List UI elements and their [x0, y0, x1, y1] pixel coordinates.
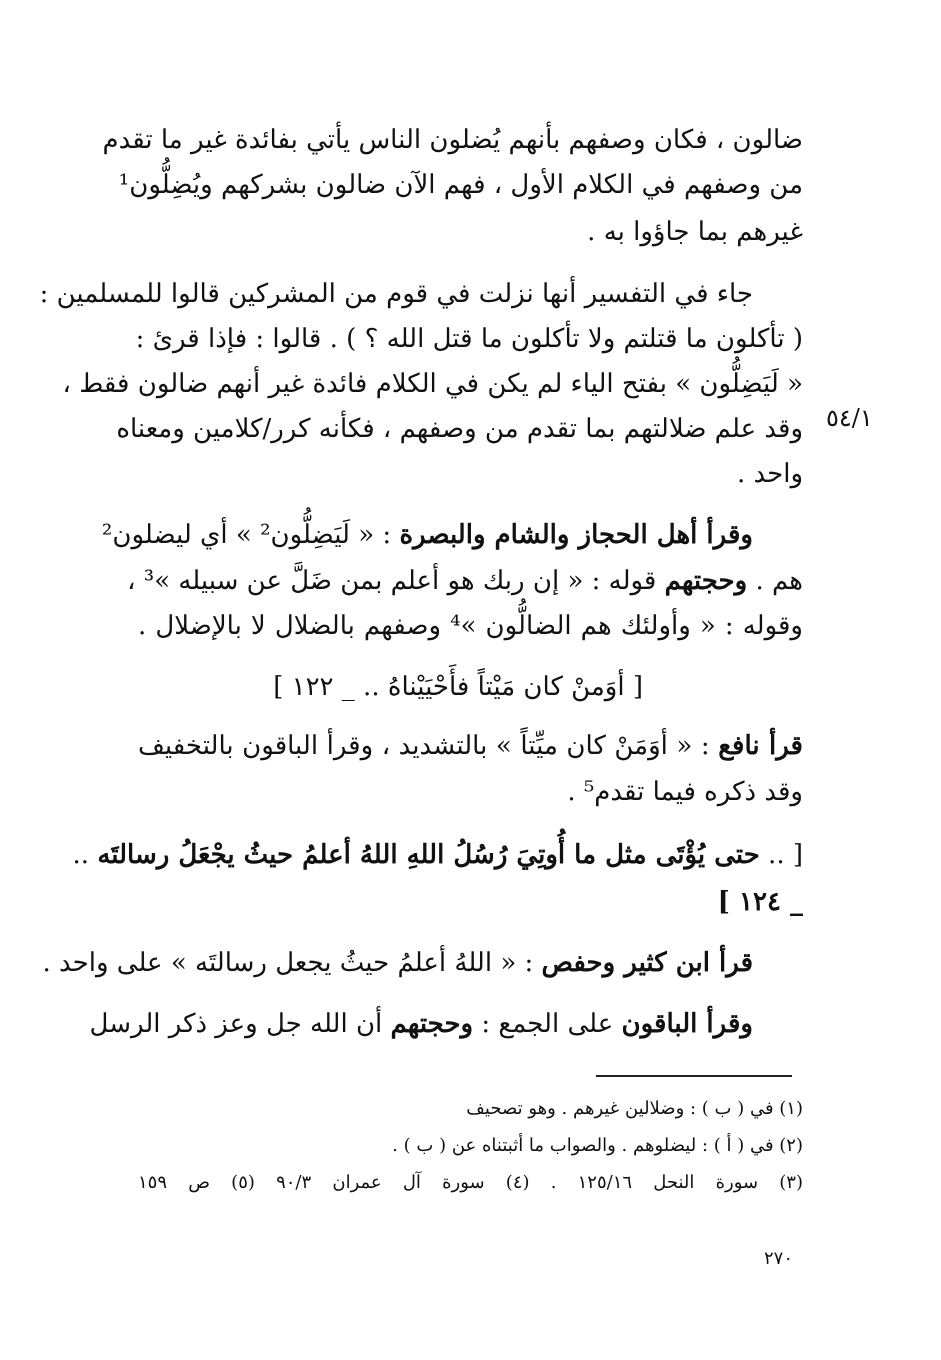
text-line: وقوله : « وأولئك هم الضالُّون »⁴ وصفهم بالضلال لا بالإضلال . — [138, 611, 803, 641]
verse-heading — [72, 835, 803, 875]
text-line: من وصفهم في الكلام الأول ، فهم الآن ضالون بشركهم ويُضِلُّون¹ — [118, 170, 803, 200]
line-text: على الجمع : — [473, 1009, 622, 1039]
text-line: واحد . — [736, 459, 803, 489]
text-line: وقد ذكره فيما تقدم⁵ . — [567, 777, 803, 807]
reciter-names: قرأ نافع — [718, 731, 803, 761]
text-line — [138, 726, 803, 766]
footnote: (١) في ( ب ) : وضلالين غيرهم . وهو تصحيف — [466, 1098, 803, 1119]
line-text: هم . — [747, 566, 803, 596]
text-line — [89, 1004, 753, 1044]
footnote-separator — [596, 1075, 792, 1077]
text-line — [127, 561, 803, 601]
text-line: جاء في التفسير أنها نزلت في قوم من المشركين قالوا للمسلمين : — [39, 279, 753, 309]
margin-folio-note: ٥٤/١ — [826, 404, 873, 432]
line-text: : « لَيَضِلُّون² » أي ليضلون² — [101, 520, 400, 550]
line-text: قوله : « إن ربك هو أعلم بمن ضَلَّ عن سبيله »³ ، — [127, 566, 665, 596]
reciter-names: وقرأ أهل الحجاز والشام والبصرة — [399, 520, 753, 550]
line-text: : « اللهُ أعلمُ حيثُ يجعل رسالتَه » على واحد . — [42, 948, 542, 978]
text-line: غيرهم بما جاؤوا به . — [587, 217, 803, 247]
argument-label: وحجتهم — [664, 566, 748, 596]
text-line: « لَيَضِلُّون » بفتح الياء لم يكن في الكلام فائدة غير أنهم ضالون فقط ، — [62, 369, 803, 399]
text-line: ضالون ، فكان وصفهم بأنهم يُضلون الناس يأتي بفائدة غير ما تقدم — [102, 125, 803, 155]
text-line — [42, 943, 753, 983]
line-text: : « أوَمَنْ كان ميِّتاً » بالتشديد ، وقرأ الباقون بالتخفيف — [138, 731, 719, 761]
bracket-text: [ .. — [759, 840, 803, 870]
text-line: وقد علم ضلالتهم بما تقدم من وصفهم ، فكأنه كرر/كلامين ومعناه — [116, 414, 803, 444]
bracket-text: .. — [72, 840, 98, 870]
verse-heading: [ أوَمنْ كان مَيْتاً فأَحْيَيْناهُ .. _ ١٢٢ ] — [273, 672, 643, 702]
footnote: (٢) في ( أ ) : ليضلوهم . والصواب ما أثبتناه عن ( ب ) . — [392, 1135, 803, 1156]
footnote: (٣) سورة النحل ١٢٥/١٦ . (٤) سورة آل عمران ٩٠/٣ (٥) ص ١٥٩ — [138, 1172, 803, 1193]
reciter-names: وقرأ الباقون — [621, 1009, 753, 1039]
verse-heading — [718, 882, 803, 922]
page-number: ٢٧٠ — [764, 1248, 794, 1269]
verse-number: _ ١٢٤ ] — [717, 887, 803, 917]
verse-text: حتى يُؤْتَى مثل ما أُوتِيَ رُسُلُ اللهِ اللهُ أعلمُ حيثُ يجْعَلُ رسالتَه — [97, 840, 760, 870]
argument-label: وحجتهم — [390, 1009, 474, 1039]
line-text: أن الله جل وعز ذكر الرسل — [89, 1009, 391, 1039]
text-line: ( تأكلون ما قتلتم ولا تأكلون ما قتل الله ؟ ) . قالوا : فإذا قرئ : — [135, 324, 803, 354]
text-line — [101, 515, 753, 555]
reciter-names: قرأ ابن كثير وحفص — [541, 948, 753, 978]
